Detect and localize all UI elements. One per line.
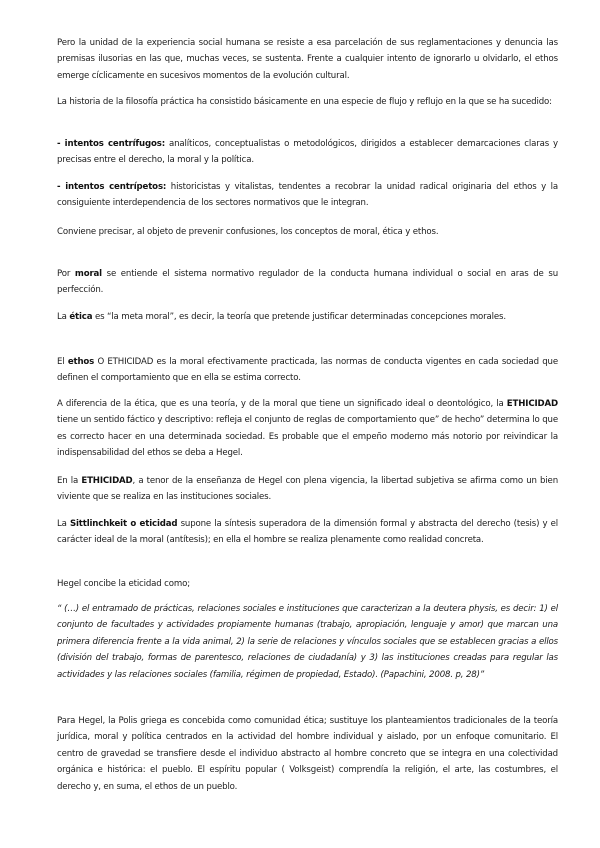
- text-centripetos: historicistas y vitalistas, tendentes a recobrar la unidad radical originaria del ethos y la consiguiente interdependencia de los sectores normativos que le integran.: [57, 182, 558, 209]
- text-ethos-pre: El: [57, 357, 68, 367]
- text-diferencia-rest: tiene un sentido fáctico y descriptivo: refleja el conjunto de reglas de comportamiento que” de hecho” determina lo que es correcto hacer en una determinada sociedad. Es probable que el empeño moderno más notorio por reivindicar la indispensabilidad del ethos se deba a Hegel.: [57, 415, 558, 459]
- paragraph-intentos-centripetos: [57, 179, 558, 212]
- paragraph-ethos: [57, 354, 558, 387]
- paragraph-conviene-precisar: Conviene precisar, al objeto de prevenir confusiones, los conceptos de moral, ética y ethos.: [57, 227, 439, 237]
- text-moral-rest: se entiende el sistema normativo regulador de la conducta humana individual o social en aras de su perfección.: [57, 269, 558, 296]
- paragraph-etica: [57, 309, 558, 325]
- text-moral-pre: Por: [57, 269, 75, 279]
- paragraph-unidad-experiencia: Pero la unidad de la experiencia social humana se resiste a esa parcelación de sus reglamentaciones y denuncia las premisas ilusorias en las que, muchas veces, se sustenta. Frente a cualquier intento de ignorarlo u olvidarlo, el ethos emerge cíclicamente en sucesivos momentos de la evolución cultural.: [57, 38, 558, 81]
- text-ethos-rest: O ETHICIDAD es la moral efectivamente practicada, las normas de conducta vigentes en cada sociedad que definen el comportamiento que en ella se estima correcto.: [57, 357, 558, 384]
- text-sittlichkeit-rest: supone la síntesis superadora de la dimensión formal y abstracta del derecho (tesis) y el carácter ideal de la moral (antítesis); en ella el hombre se realiza plenamente como realidad concreta.: [57, 519, 558, 546]
- paragraph-historia-filosofia: La historia de la filosofía práctica ha consistido básicamente en una especie de flujo y reflujo en la que se ha sucedido:: [57, 97, 552, 107]
- term-centrifugos: - intentos centrífugos:: [57, 139, 165, 149]
- paragraph-intentos-centrifugos: [57, 136, 558, 169]
- term-ethos: ethos: [67, 357, 95, 367]
- paragraph-polis-griega: Para Hegel, la Polis griega es concebida como comunidad ética; sustituye los planteamientos tradicionales de la teoría jurídica, moral y política centrados en la actividad del hombre individual y aislado, por un enfoque comunitario. El centro de gravedad se transfiere desde el individuo abstracto al hombre concreto que se integra en una colectividad orgánica e histórica: el pueblo. El espíritu popular ( Volksgeist) comprendía la religión, el arte, las costumbres, el derecho y, en suma, el ethos de un pueblo.: [57, 716, 558, 792]
- text-etica-pre: La: [57, 312, 70, 322]
- quote-papachini: “ (…) el entramado de prácticas, relaciones sociales e instituciones que caracterizan a la deutera physis, es decir: 1) el conjunto de facultades y actividades propiamente humanas (trabajo, apropiación, lenguaje y amor) que marcan una primera diferencia frente a la vida animal, 2) la serie de relaciones y vínculos sociales que se establecen gracias a ellos (división del trabajo, formas de parentesco, relaciones de ciudadanía) y 3) las instituciones creadas para regular las actividades y las relaciones sociales (familia, régimen de propiedad, Estado). (Papachini, 2008. p, 28)”: [57, 604, 558, 680]
- text-sittlichkeit-pre: La: [57, 519, 70, 529]
- term-moral: moral: [74, 269, 102, 279]
- text-ethicidad-pre: En la: [57, 476, 82, 486]
- paragraph-sittlichkeit: [57, 516, 558, 549]
- paragraph-ethicidad-hegel: [57, 473, 558, 506]
- term-ethicidad-2: ETHICIDAD: [81, 476, 133, 486]
- text-centrifugos: analíticos, conceptualistas o metodológicos, dirigidos a establecer demarcaciones claras y precisas entre el derecho, la moral y la política.: [57, 139, 558, 166]
- text-etica-rest: es “la meta moral”, es decir, la teoría que pretende justificar determinadas concepciones morales.: [92, 312, 506, 322]
- text-ethicidad-rest: , a tenor de la enseñanza de Hegel con plena vigencia, la libertad subjetiva se afirma como un bien viviente que se realiza en las instituciones sociales.: [57, 476, 558, 503]
- paragraph-diferencia-etica: [57, 396, 558, 462]
- paragraph-moral: [57, 266, 558, 299]
- paragraph-hegel-concibe: Hegel concibe la eticidad como;: [57, 579, 190, 589]
- term-sittlichkeit: Sittlinchkeit o eticidad: [69, 519, 178, 529]
- term-centripetos: - intentos centrípetos:: [57, 182, 167, 192]
- term-ethicidad: ETHICIDAD: [506, 399, 558, 409]
- term-etica: ética: [69, 312, 93, 322]
- text-diferencia-pre: A diferencia de la ética, que es una teoría, y de la moral que tiene un significado ideal o deontológico, la: [57, 399, 507, 409]
